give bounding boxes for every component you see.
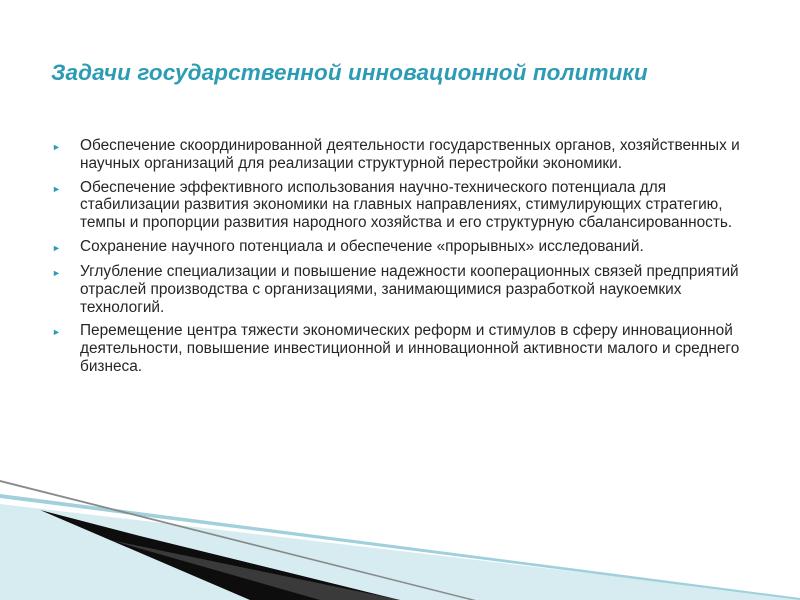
decorative-swoosh	[0, 480, 800, 600]
bullet-text: Сохранение научного потенциала и обеспечение «прорывных» исследований.	[80, 237, 644, 255]
bullet-text: Обеспечение эффективного использования научно-технического потенциала для стабилизации развития экономики на главных направлениях, стимулирующих стратегию, темпы и пропорции развития народного хозяйства и его структурную сбалансированность.	[80, 178, 733, 232]
bullet-item	[52, 137, 762, 173]
triangle-bullet-icon: ►	[52, 183, 61, 194]
bullet-item	[52, 238, 762, 257]
triangle-bullet-icon: ►	[52, 142, 61, 152]
bullet-item	[52, 263, 762, 316]
slide-title: Задачи государственной инновационной политики	[51, 60, 648, 85]
bullet-item	[52, 179, 762, 232]
swoosh-light-band	[0, 504, 800, 600]
bullet-text: Углубление специализации и повышение надежности кооперационных связей предприятий отраслей производства с организациями, занимающимися разработкой наукоемких технологий.	[80, 262, 739, 316]
bullet-text: Обеспечение скоординированной деятельности государственных органов, хозяйственных и научных организаций для реализации структурной перестройки экономики.	[80, 137, 740, 172]
bullet-item	[52, 322, 762, 375]
bullet-list	[52, 137, 762, 382]
bullet-text: Перемещение центра тяжести экономических реформ и стимулов в сферу инновационной деятельности, повышение инвестиционной и инновационной активности малого и среднего бизнеса.	[80, 322, 740, 375]
triangle-bullet-icon: ►	[52, 267, 61, 278]
triangle-bullet-icon: ►	[52, 242, 61, 253]
triangle-bullet-icon: ►	[52, 327, 61, 338]
